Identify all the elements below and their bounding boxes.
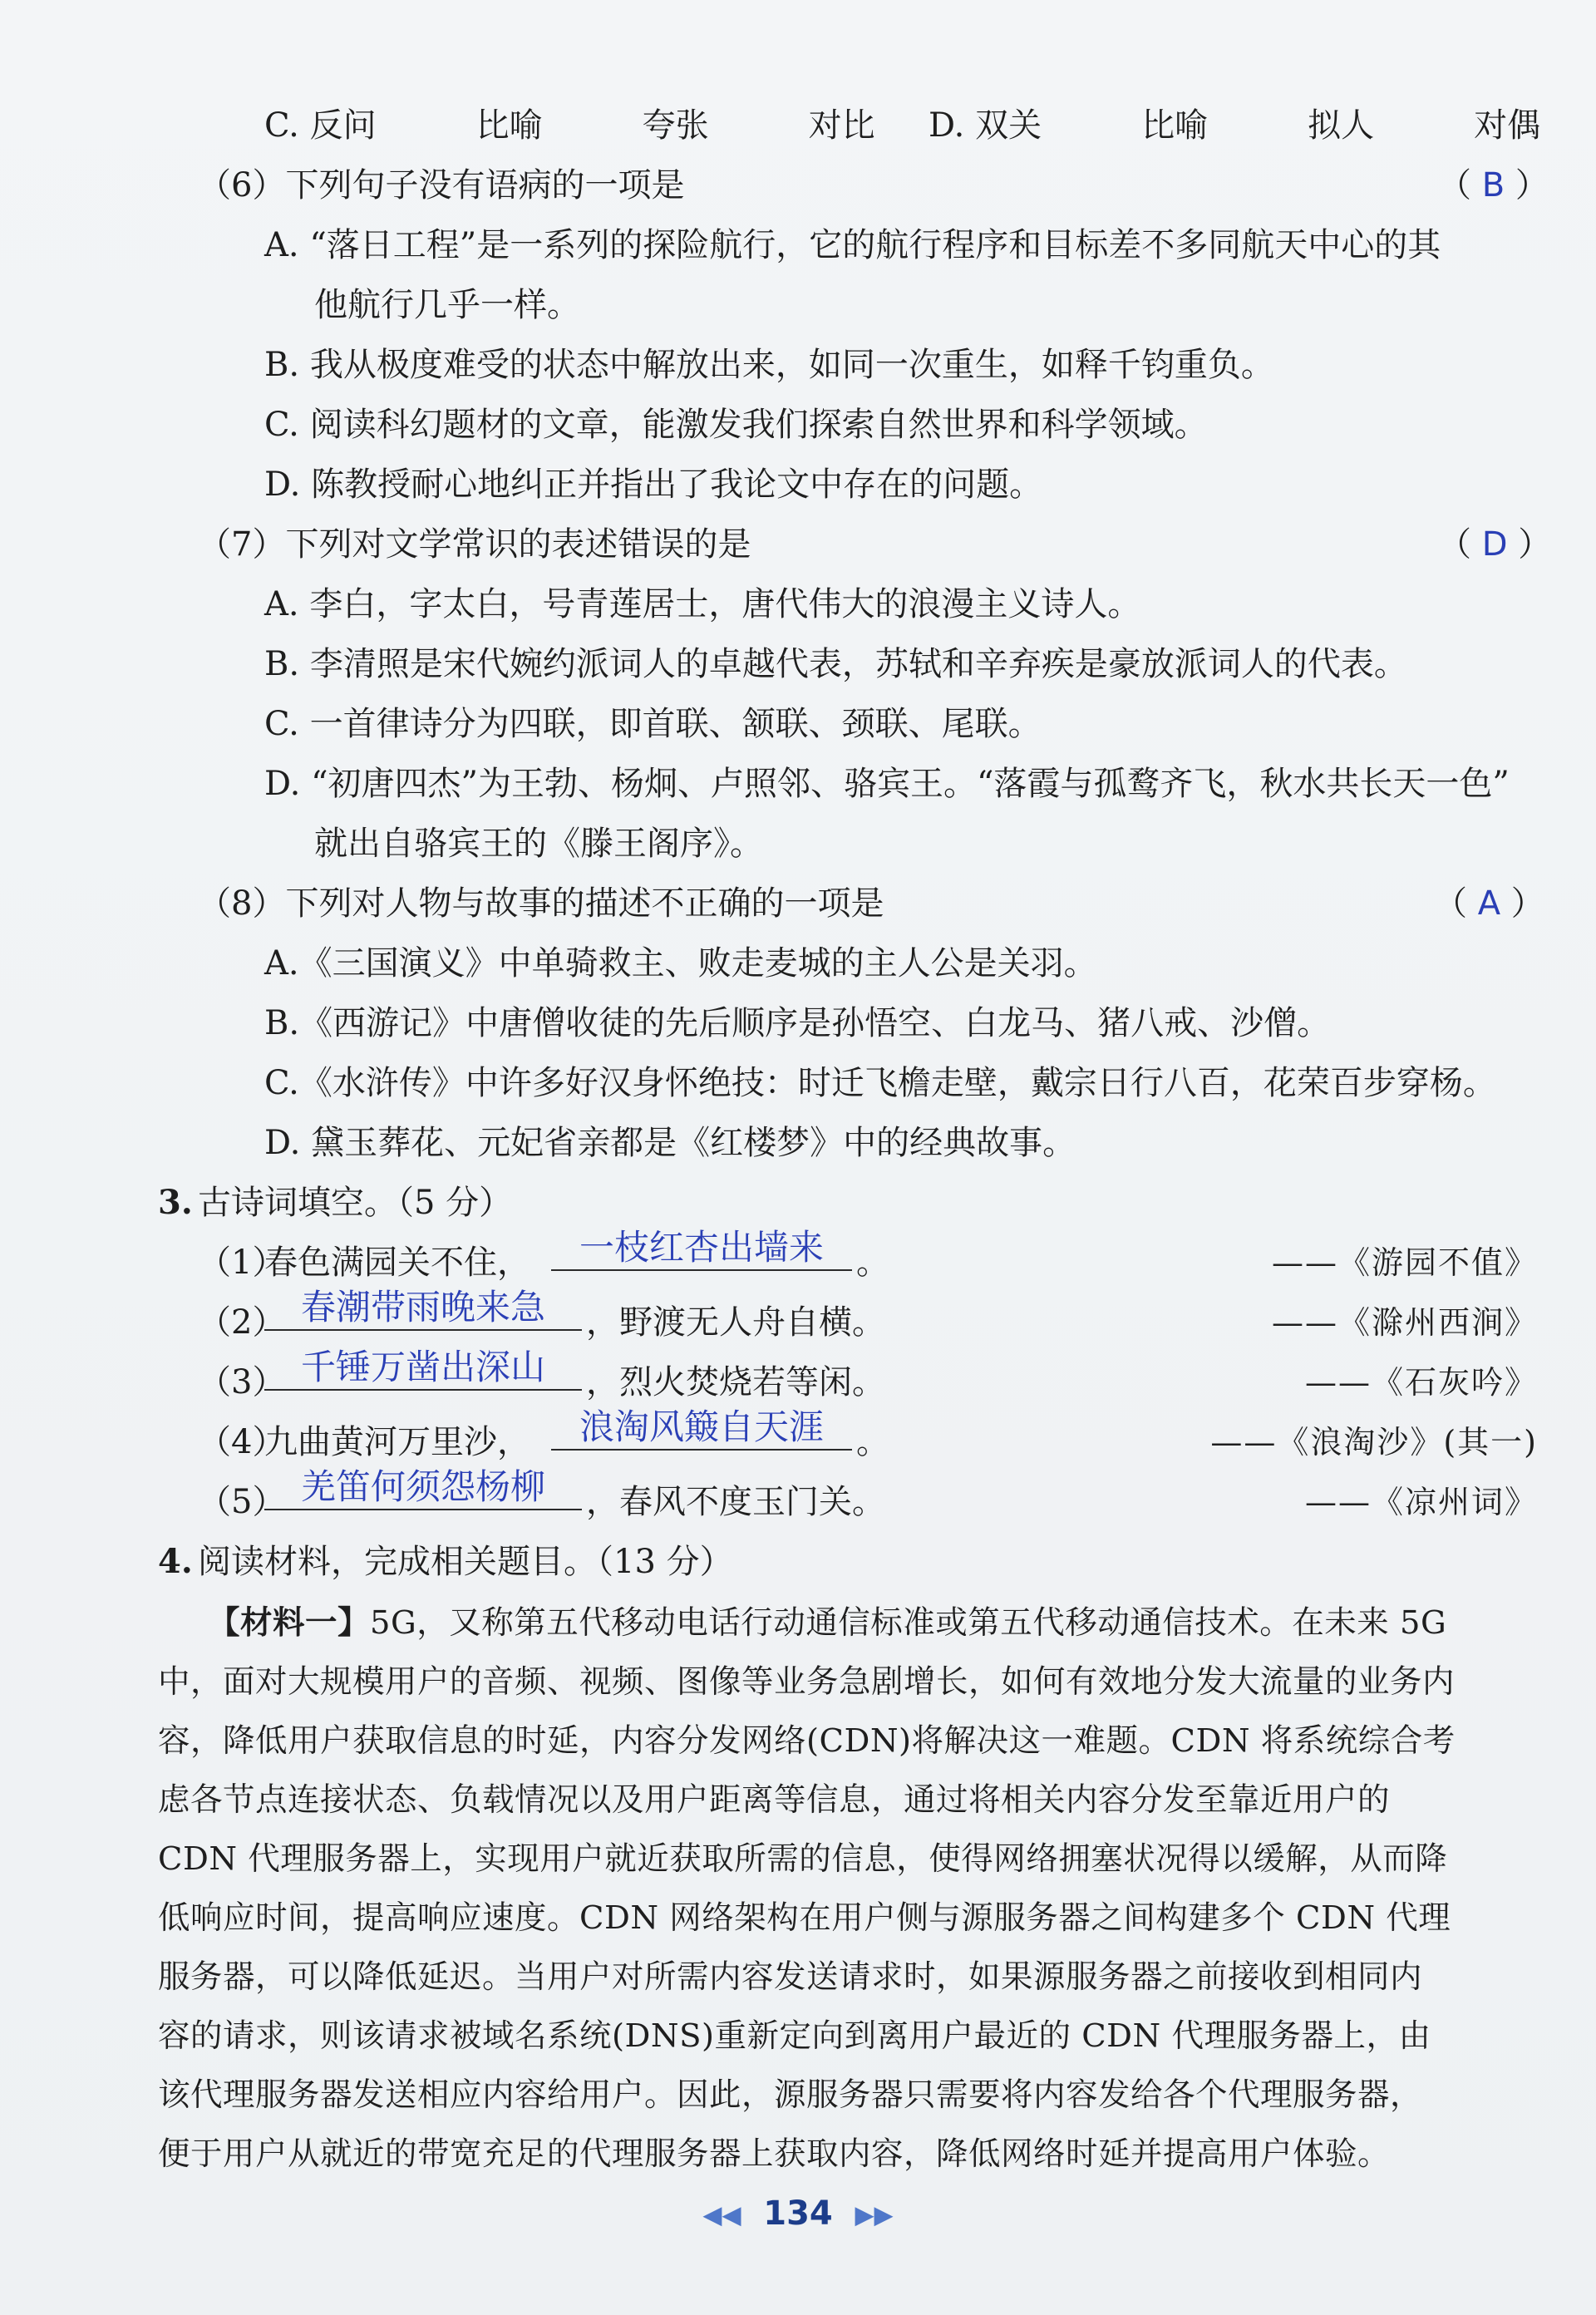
q3-title: 古诗词填空。（5 分）	[198, 1184, 513, 1222]
q6-option-a: A. “落日工程”是一系列的探险航行，它的航行程序和目标差不多同航天中心的其	[264, 226, 1441, 264]
q6-option-a-cont: 他航行几乎一样。	[314, 286, 580, 324]
q3-item-2-suffix: ，野渡无人舟自横。	[586, 1303, 885, 1342]
q6-option-c: C. 阅读科幻题材的文章，能激发我们探索自然世界和科学领域。	[264, 406, 1208, 444]
material-line-1	[158, 1593, 1534, 1653]
q6-option-d: D. 陈教授耐心地纠正并指出了我论文中存在的问题。	[264, 465, 1043, 504]
q6-answer-box: （ B ）	[1438, 166, 1549, 204]
q3-item-1-blank: 一枝红杏出墙来	[551, 1228, 852, 1271]
q3-item-5-source: ——《凉州词》	[1304, 1484, 1538, 1520]
material-line-9: 该代理服务器发送相应内容给用户。因此，源服务器只需要将内容发给各个代理服务器，	[158, 2076, 1423, 2114]
q7-option-b: B. 李清照是宋代婉约派词人的卓越代表，苏轼和辛弃疾是豪放派词人的代表。	[264, 645, 1407, 683]
q3-item-4-suffix: 。	[856, 1423, 889, 1461]
q3-item-3-suffix: ，烈火焚烧若等闲。	[586, 1363, 885, 1401]
q3-item-1-source: ——《游园不值》	[1271, 1244, 1538, 1281]
material-line-10: 便于用户从就近的带宽充足的代理服务器上获取内容，降低网络时延并提高用户体验。	[158, 2135, 1391, 2173]
next-arrows-icon: ▶▶	[855, 2200, 894, 2230]
q7-option-d-cont: 就出自骆宾王的《滕王阁序》。	[314, 825, 763, 863]
q3-item-4-prefix: 九曲黄河万里沙，	[264, 1423, 530, 1461]
q8-option-a: A.《三国演义》中单骑救主、败走麦城的主人公是关羽。	[264, 944, 1097, 983]
q3-item-1-prefix: 春色满园关不住，	[264, 1244, 530, 1282]
q3-item-4-source: ——《浪淘沙》(其一)	[1210, 1424, 1538, 1460]
q3-item-2-source: ——《滁州西涧》	[1271, 1304, 1538, 1341]
q8-answer: A	[1477, 884, 1501, 923]
q7-option-c: C. 一首律诗分为四联，即首联、颔联、颈联、尾联。	[264, 705, 1042, 743]
material-one	[158, 1593, 1534, 2184]
q8-option-d: D. 黛玉葬花、元妃省亲都是《红楼梦》中的经典故事。	[264, 1124, 1076, 1162]
material-line-5: CDN 代理服务器上，实现用户就近获取所需的信息，使得网络拥塞状况得以缓解，从而降	[158, 1840, 1448, 1878]
q3-item-2-number: （2）	[198, 1303, 286, 1342]
q7-stem: （7）下列对文学常识的表述错误的是	[198, 525, 751, 564]
q8-answer-box: （ A ）	[1434, 884, 1544, 923]
q3-item-3-source: ——《石灰吟》	[1304, 1364, 1538, 1401]
option-c-row: C. 反问 比喻 夸张 对比	[264, 106, 875, 145]
q8-stem: （8）下列对人物与故事的描述不正确的一项是	[198, 884, 884, 923]
q6-option-b: B. 我从极度难受的状态中解放出来，如同一次重生，如释千钧重负。	[264, 346, 1274, 384]
material-line-4: 虑各节点连接状态、负载情况以及用户距离等信息，通过将相关内容分发至靠近用户的	[158, 1781, 1391, 1819]
q3-item-4-number: （4）	[198, 1423, 286, 1461]
q3-item-5-number: （5）	[198, 1483, 286, 1521]
q4-title: 阅读材料，完成相关题目。（13 分）	[198, 1543, 733, 1581]
q3-item-4-blank: 浪淘风簸自天涯	[551, 1407, 852, 1451]
q3-item-5-suffix: ，春风不度玉门关。	[586, 1483, 885, 1521]
page-footer	[0, 2194, 1596, 2233]
material-line-6: 低响应时间，提高响应速度。CDN 网络架构在用户侧与源服务器之间构建多个 CDN 代理	[158, 1899, 1451, 1937]
q8-option-b: B.《西游记》中唐僧收徒的先后顺序是孙悟空、白龙马、猪八戒、沙僧。	[264, 1004, 1331, 1042]
q3-item-1-number: （1）	[198, 1244, 286, 1282]
prev-arrows-icon: ◀◀	[702, 2200, 741, 2230]
q3-item-1-suffix: 。	[856, 1244, 889, 1282]
q7-option-a: A. 李白，字太白，号青莲居士，唐代伟大的浪漫主义诗人。	[264, 585, 1141, 623]
option-d-row: D. 双关 比喻 拟人 对偶	[929, 106, 1541, 145]
q8-option-c: C.《水浒传》中许多好汉身怀绝技：时迁飞檐走壁，戴宗日行八百，花荣百步穿杨。	[264, 1064, 1496, 1102]
q3-item-3-number: （3）	[198, 1363, 286, 1401]
material-line-3: 容，降低用户获取信息的时延，内容分发网络(CDN)将解决这一难题。CDN 将系统综合考	[158, 1722, 1456, 1760]
q3-number: 3.	[158, 1183, 193, 1222]
q6-answer: B	[1481, 166, 1505, 204]
q4-number: 4.	[158, 1542, 193, 1581]
q7-answer: D	[1481, 525, 1508, 564]
q7-option-d: D. “初唐四杰”为王勃、杨炯、卢照邻、骆宾王。“落霞与孤鹜齐飞，秋水共长天一色”	[264, 765, 1510, 803]
q3-item-5-blank: 羌笛何须怨杨柳	[264, 1467, 582, 1510]
material-line-7: 服务器，可以降低延迟。当用户对所需内容发送请求时，如果源服务器之前接收到相同内	[158, 1958, 1423, 1996]
q7-answer-box: （ D ）	[1438, 525, 1552, 564]
q3-item-2-blank: 春潮带雨晚来急	[264, 1288, 582, 1331]
q3-item-3-blank: 千锤万凿出深山	[264, 1347, 582, 1391]
q6-stem: （6）下列句子没有语病的一项是	[198, 166, 685, 204]
material-label: 【材料一】	[208, 1604, 371, 1642]
material-line-8: 容的请求，则该请求被域名系统(DNS)重新定向到离用户最近的 CDN 代理服务器上，由	[158, 2017, 1431, 2055]
page-number: 134	[763, 2194, 833, 2233]
material-line-2: 中，面对大规模用户的音频、视频、图像等业务急剧增长，如何有效地分发大流量的业务内	[158, 1663, 1456, 1701]
material-text-1: 5G，又称第五代移动电话行动通信标准或第五代移动通信技术。在未来 5G	[370, 1604, 1447, 1642]
